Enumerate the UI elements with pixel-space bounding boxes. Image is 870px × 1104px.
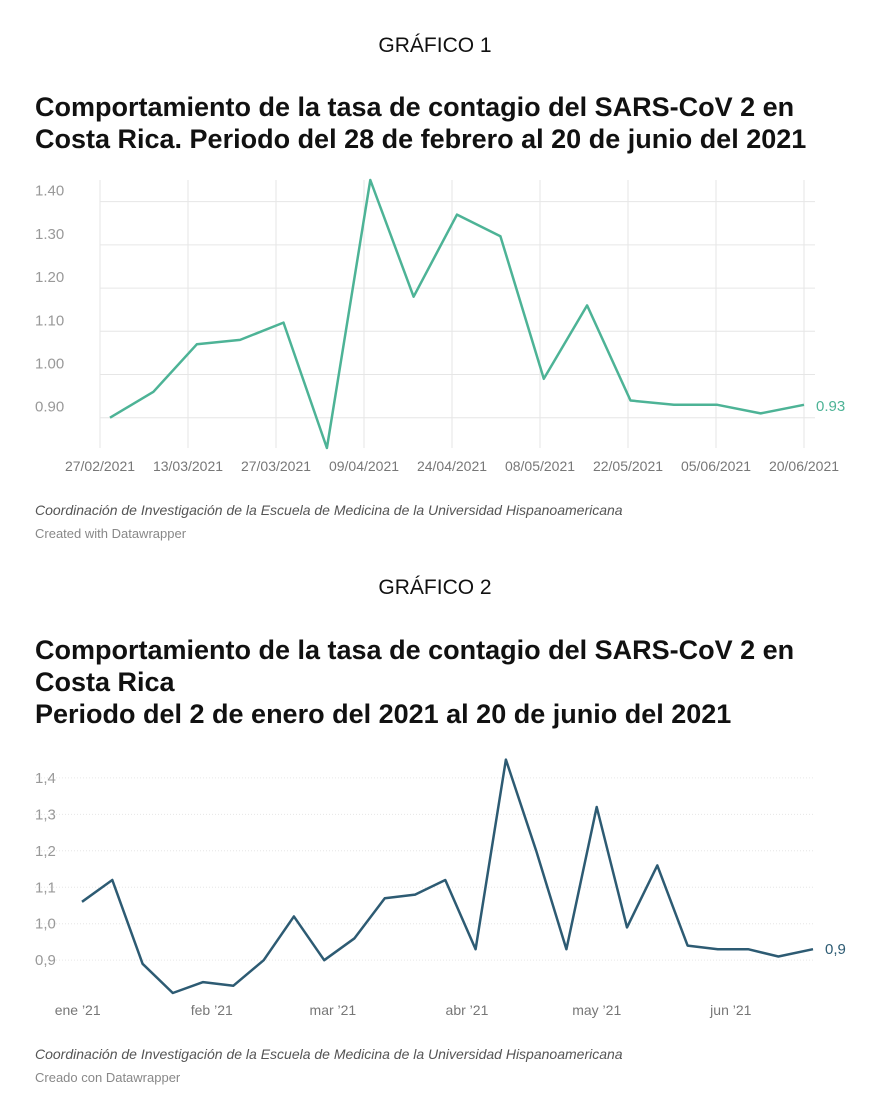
- series-line: [82, 760, 813, 993]
- y-tick-label: 1,2: [35, 842, 56, 860]
- y-tick-label: 1.10: [35, 312, 65, 330]
- figure-2-title-line-2: Costa Rica: [35, 667, 175, 697]
- y-tick-label: 1.30: [35, 225, 65, 243]
- y-tick-label: 1,0: [35, 915, 56, 933]
- x-tick-label: 05/06/2021: [680, 458, 752, 474]
- figure-1-source-note: Coordinación de Investigación de la Escuela de Medicina de la Universidad Hispanoamericana: [35, 502, 623, 518]
- x-tick-label: may ’21: [572, 1002, 622, 1018]
- x-tick-label: ene ’21: [54, 1002, 101, 1018]
- x-tick-label: 13/03/2021: [152, 458, 224, 474]
- figure-2-label: GRÁFICO 2: [378, 576, 492, 599]
- figure-1-title-line-1: Comportamiento de la tasa de contagio del SARS-CoV 2 en: [35, 92, 795, 122]
- y-tick-label: 1,4: [35, 769, 56, 787]
- end-value-label: 0,9: [825, 941, 846, 959]
- figure-1-label: GRÁFICO 1: [378, 34, 492, 57]
- x-tick-label: 08/05/2021: [504, 458, 576, 474]
- y-tick-label: 1.00: [35, 355, 65, 373]
- y-tick-label: 1,1: [35, 879, 56, 897]
- x-tick-label: 24/04/2021: [416, 458, 488, 474]
- figure-2-credit: Creado con Datawrapper: [35, 1070, 181, 1085]
- y-tick-label: 1,3: [35, 806, 56, 824]
- x-tick-label: 20/06/2021: [768, 458, 840, 474]
- figure-2-source-note: Coordinación de Investigación de la Escuela de Medicina de la Universidad Hispanoamericana: [35, 1046, 623, 1062]
- x-tick-label: abr ’21: [445, 1002, 489, 1018]
- y-tick-label: 1.40: [35, 182, 65, 200]
- x-tick-label: mar ’21: [309, 1002, 357, 1018]
- x-tick-label: 27/02/2021: [64, 458, 136, 474]
- x-tick-label: 27/03/2021: [240, 458, 312, 474]
- y-tick-label: 0.90: [35, 398, 65, 416]
- figure-2-title-line-3: Periodo del 2 de enero del 2021 al 20 de junio del 2021: [35, 699, 732, 729]
- x-tick-label: jun ’21: [710, 1002, 752, 1018]
- x-tick-label: feb ’21: [190, 1002, 233, 1018]
- figure-2-title-line-1: Comportamiento de la tasa de contagio del SARS-CoV 2 en: [35, 635, 795, 665]
- y-tick-label: 1.20: [35, 269, 65, 287]
- y-tick-label: 0,9: [35, 952, 56, 970]
- x-tick-label: 09/04/2021: [328, 458, 400, 474]
- x-tick-label: 22/05/2021: [592, 458, 664, 474]
- figure-1-title-line-2: Costa Rica. Periodo del 28 de febrero al 20 de junio del 2021: [35, 124, 807, 154]
- figure-1-credit: Created with Datawrapper: [35, 526, 187, 541]
- end-value-label: 0.93: [816, 397, 846, 415]
